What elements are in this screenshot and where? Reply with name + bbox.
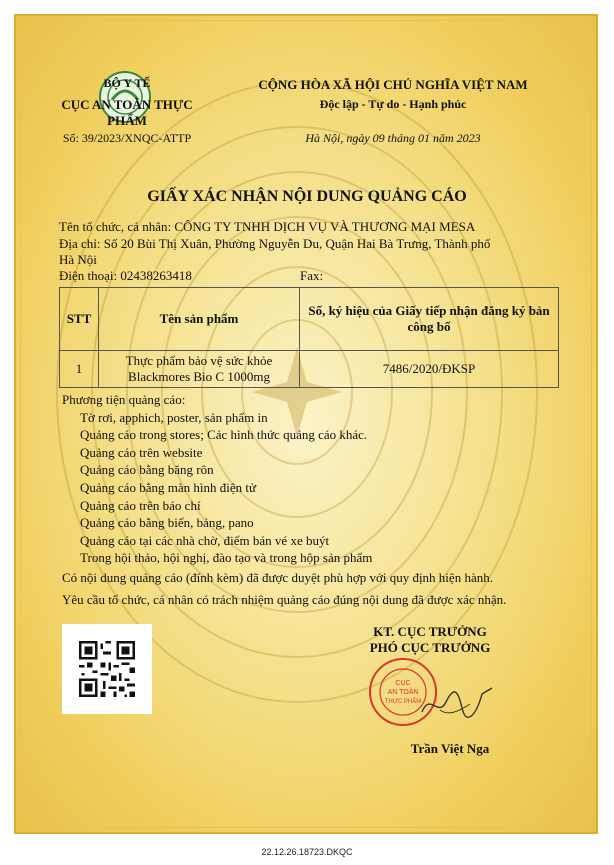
organization-address-line2: Hà Nội: [59, 252, 97, 267]
product-name-line1: Thực phẩm bảo vệ sức khỏe: [125, 353, 273, 368]
qr-code-icon: [79, 641, 135, 697]
footer-code: 22.12.26.18723.DKQC: [261, 847, 353, 857]
table-header-product: Tên sản phẩm: [99, 288, 300, 351]
document-number: Số: 39/2023/XNQC-ATTP: [62, 131, 192, 145]
table-cell-product: [99, 351, 300, 388]
list-item: Quảng cáo bằng băng rôn: [80, 462, 214, 478]
stamp-text-1: CỤC: [395, 680, 411, 687]
handwritten-signature-icon: [418, 682, 496, 724]
place-and-date: Hà Nội, ngày 09 tháng 01 năm 2023: [305, 131, 481, 145]
table-header-stt: STT: [60, 288, 99, 351]
signer-title-2: PHÓ CỤC TRƯỞNG: [369, 640, 491, 655]
responsibility-note: Yêu cầu tổ chức, cá nhân có trách nhiệm quảng cáo đúng nội dung đã được xác nhận.: [62, 591, 507, 607]
qr-code-box: [62, 624, 152, 714]
product-table: [59, 287, 559, 388]
national-motto: Độc lập - Tự do - Hạnh phúc: [319, 97, 467, 111]
page-title: GIẤY XÁC NHẬN NỘI DUNG QUẢNG CÁO: [147, 188, 467, 205]
list-item: Tờ rơi, apphich, poster, sản phẩm in: [80, 409, 268, 425]
stamp-text-3: THỰC PHẨM: [384, 699, 422, 705]
signer-name: Trần Việt Nga: [410, 741, 490, 756]
table-header-row: [60, 288, 559, 351]
signer-title-1: KT. CỤC TRƯỞNG: [373, 624, 487, 639]
table-cell-registration: 7486/2020/ĐKSP: [300, 351, 559, 388]
organization-phone: Điện thoại: 02438263418: [59, 268, 192, 283]
country-name: CỘNG HÒA XÃ HỘI CHỦ NGHĨA VIỆT NAM: [258, 77, 528, 92]
organization-address-line1: Địa chỉ: Số 20 Bùi Thị Xuân, Phường Nguyễn Du, Quận Hai Bà Trưng, Thành phố: [59, 236, 491, 251]
table-header-registration: Số, ký hiệu của Giấy tiếp nhận đăng ký bản công bố: [300, 288, 559, 351]
organization-fax: Fax:: [300, 268, 324, 283]
list-item: Quảng cáo bằng biển, bảng, pano: [80, 515, 254, 531]
list-item: Quảng cáo trong stores; Các hình thức quảng cáo khác.: [80, 427, 368, 443]
list-item: Quảng cáo tại các nhà chờ, điểm bán vé xe buýt: [80, 532, 330, 548]
list-item: Quảng cáo bằng màn hình điện tử: [80, 479, 257, 495]
table-cell-stt: 1: [60, 351, 99, 388]
table-row: [60, 351, 559, 388]
approval-note: Có nội dung quảng cáo (đính kèm) đã được duyệt phù hợp với quy định hiện hành.: [62, 569, 493, 585]
stamp-text-2: AN TOÀN: [387, 689, 419, 696]
organization-name: Tên tổ chức, cá nhân: CÔNG TY TNHH DỊCH VỤ VÀ THƯƠNG MẠI MESA: [59, 219, 476, 234]
ministry-name: BỘ Y TẾ: [103, 76, 151, 90]
media-heading: Phương tiện quảng cáo:: [62, 392, 186, 407]
product-name-line2: Blackmores Bio C 1000mg: [128, 369, 270, 384]
list-item: Quảng cáo trên website: [80, 444, 203, 460]
media-list: [62, 391, 506, 608]
list-item: Quảng cáo trên báo chí: [80, 497, 201, 513]
department-name: CỤC AN TOÀN THỰC PHẨM: [61, 97, 193, 128]
list-item: Trong hội thảo, hội nghị, đào tạo và trong hộp sản phẩm: [80, 550, 373, 566]
